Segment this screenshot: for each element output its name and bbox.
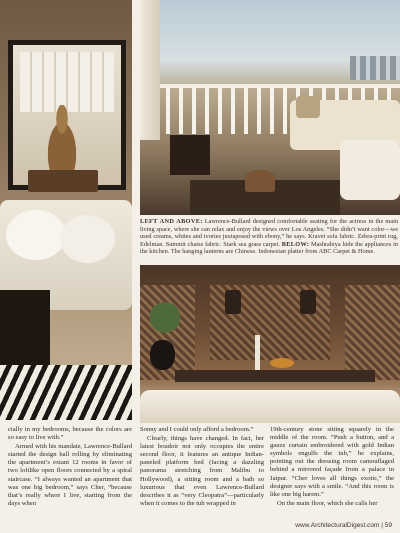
plant <box>145 295 185 340</box>
buddha-statue <box>40 105 84 175</box>
article-column-2 <box>140 426 264 509</box>
curtain <box>140 0 160 140</box>
footer-separator: | <box>379 522 385 529</box>
caption-body: Lawrence-Bullard designed comfortable seating for the actress in the main living space, where she can relax and enjoy the views over Los Angeles. “She didn’t want color—we used creams, whites and ivories juxtaposed with ebony,” he says. Kravet sofa fabric. Zebra-print rug, Edelman. Summit chaise fabric. Stark sea grass carpet. <box>140 218 398 248</box>
hanging-lantern-right <box>300 290 316 314</box>
chaise-pillow <box>296 96 320 118</box>
paragraph: Armed with his mandate, Lawrence-Bullard started the design ball rolling by eliminating the apartment’s extant 12 rooms in favor of two loftlike open floors connected by a spiral staircase. “I always wanted an apartment that was one big bedroom,” says Cher, “because that’s really where I live, starting from the days when <box>8 443 132 507</box>
mirror-window-reflection <box>20 52 114 112</box>
zebra-rug <box>0 365 132 420</box>
caption-lead: LEFT AND ABOVE: <box>140 218 203 225</box>
mashrabiya-screen-right <box>345 285 400 380</box>
sofa-pillow-2 <box>60 215 115 263</box>
candle <box>255 335 260 370</box>
hanging-lantern-left <box>225 290 241 314</box>
paragraph: cially in my bedrooms, because the colors are so easy to live with.” <box>8 426 132 442</box>
sofa-pillow <box>6 210 66 260</box>
statue-pedestal <box>28 170 98 192</box>
caption-body-2: Mashrabiya hide the appliances in the kitchen. The hanging lanterns are Chinese. Indonesian platter from ABC Carpet & Home. <box>140 240 399 256</box>
kitchen-photo <box>140 265 400 423</box>
indonesian-platter <box>270 358 294 368</box>
lidded-vessel <box>245 170 275 192</box>
footer-url[interactable]: www.ArchitecturalDigest.com <box>295 522 380 529</box>
ebony-side-table <box>0 290 50 365</box>
article-column-3 <box>270 426 394 509</box>
white-armchair <box>340 140 400 200</box>
article-column-1 <box>8 426 132 509</box>
white-sofa <box>140 390 400 423</box>
caption-lead-2: BELOW: <box>281 240 310 248</box>
page-number: 59 <box>384 522 392 529</box>
paragraph: Sonny and I could only afford a bedroom.” <box>140 426 254 433</box>
paragraph: Clearly, things have changed. In fact, her latest boudoir not only occupies the entire second floor, it features an antique Indian-paneled platform bed (facing a dazzling panorama stretching from Malibu to Hollywood), a sitting room and a bath so luxurious that even Lawrence-Bullard describes it as “very Cleopatra”—particularly when it comes to the tub wrapped in <box>140 435 264 507</box>
page-footer <box>295 522 392 529</box>
paragraph: 19th-century stone sitting squarely in the middle of the room. “Push a button, and a gauze curtain embroidered with gold Indian symbols engulfs the tub,” he explains, pointing out the dressing room camouflaged behind a mirrored façade from a palace in Jaipur. “Cher loves all things exotic,” the designer says with a smile. “And this room is like one big harem.” <box>270 426 394 498</box>
kitchen-counter <box>175 370 375 382</box>
photo-caption <box>140 218 398 256</box>
paragraph: On the main floor, which she calls her <box>277 499 378 507</box>
left-living-room-photo <box>0 0 132 420</box>
ebony-side-table <box>170 135 210 175</box>
terrace-view-photo <box>140 0 400 215</box>
city-skyline <box>350 56 400 80</box>
black-urn <box>150 340 175 370</box>
